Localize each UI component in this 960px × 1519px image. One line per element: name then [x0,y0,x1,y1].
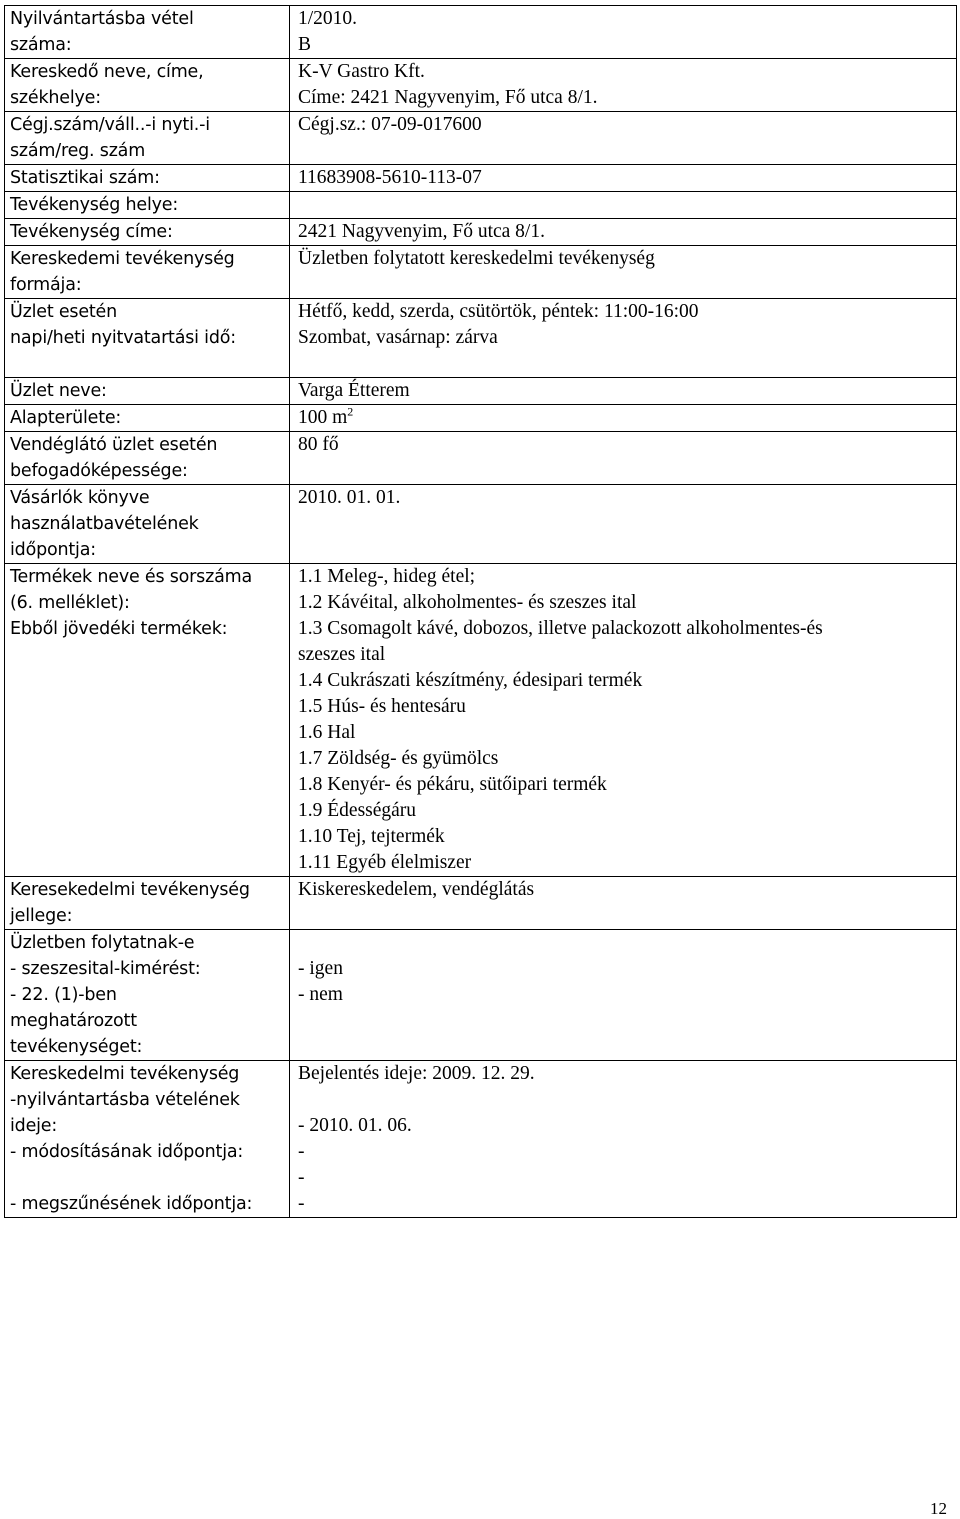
value-trade-form: Üzletben folytatott kereskedelmi tevékenység [290,246,957,299]
label-company-number: Cégj.szám/váll..-i nyti.-i szám/reg. szám [5,112,290,165]
value-company-number: Cégj.sz.: 07-09-017600 [290,112,957,165]
value-trader: K-V Gastro Kft. Címe: 2421 Nagyvenyim, Fő utca 8/1. [290,59,957,112]
row-company-number [5,112,957,165]
product-item: 1.8 Kenyér- és pékáru, sütőipari termék [298,774,607,795]
row-registration-number [5,6,957,59]
row-shop-name [5,378,957,405]
label-capacity: Vendéglátó üzlet esetén befogadóképessége: [5,432,290,485]
row-trade-nature [5,877,957,930]
product-item: 1.10 Tej, tejtermék [298,826,445,847]
product-item: 1.5 Hús- és hentesáru [298,696,466,717]
value-customer-book: 2010. 01. 01. [290,485,957,564]
label-trade-nature: Keresekedelmi tevékenység jellege: [5,877,290,930]
label-alcohol-serving: Üzletben folytatnak-e - szeszesital-kimérést: - 22. (1)-ben meghatározott tevékenységet: [5,930,290,1061]
row-alcohol-serving [5,930,957,1061]
registration-table [4,5,957,1218]
value-alcohol-serving: - igen - nem [290,930,957,1061]
product-item: 1.2 Kávéital, alkoholmentes- és szeszes ital [298,592,637,613]
product-item: 1.7 Zöldség- és gyümölcs [298,748,499,769]
product-item: szeszes ital [298,644,386,665]
product-item: 1.3 Csomagolt kávé, dobozos, illetve palackozott alkoholmentes-és [298,618,823,639]
label-opening-hours: Üzlet esetén napi/heti nyitvatartási idő: [5,299,290,378]
product-item: 1.6 Hal [298,722,356,743]
area-unit-superscript: 2 [347,404,354,419]
row-products [5,564,957,877]
row-activity-address [5,219,957,246]
product-item: 1.11 Egyéb élelmiszer [298,852,472,873]
value-products [290,564,957,877]
row-trader [5,59,957,112]
row-customer-book [5,485,957,564]
label-registration-number: Nyilvántartásba vétel száma: [5,6,290,59]
product-item: 1.9 Édességáru [298,800,417,821]
value-registration-dates: Bejelentés ideje: 2009. 12. 29. - 2010. 01. 06. - - - [290,1061,957,1218]
value-activity-address: 2421 Nagyvenyim, Fő utca 8/1. [290,219,957,246]
label-trade-form: Kereskedemi tevékenység formája: [5,246,290,299]
page-number: 12 [930,1499,947,1518]
value-activity-location [290,192,957,219]
label-products: Termékek neve és sorszáma (6. melléklet): Ebből jövedéki termékek: [5,564,290,877]
label-customer-book: Vásárlók könyve használatbavételének időpontja: [5,485,290,564]
label-registration-dates: Kereskedelmi tevékenység -nyilvántartásba vételének ideje: - módosításának időpontja: - megszűnésének időpontja: [5,1061,290,1218]
row-opening-hours [5,299,957,378]
label-floor-area: Alapterülete: [5,405,290,432]
row-capacity [5,432,957,485]
row-trade-form [5,246,957,299]
product-item: 1.4 Cukrászati készítmény, édesipari termék [298,670,643,691]
row-floor-area [5,405,957,432]
product-item: 1.1 Meleg-, hideg étel; [298,566,476,587]
label-activity-address: Tevékenység címe: [5,219,290,246]
value-shop-name: Varga Étterem [290,378,957,405]
value-statistical-number: 11683908-5610-113-07 [290,165,957,192]
label-statistical-number: Statisztikai szám: [5,165,290,192]
row-activity-location [5,192,957,219]
row-registration-dates [5,1061,957,1218]
row-statistical-number [5,165,957,192]
label-trader: Kereskedő neve, címe, székhelye: [5,59,290,112]
label-activity-location: Tevékenység helye: [5,192,290,219]
value-floor-area: 100 $m^2$ [290,405,957,432]
value-trade-nature: Kiskereskedelem, vendéglátás [290,877,957,930]
label-shop-name: Üzlet neve: [5,378,290,405]
value-registration-number: 1/2010. B [290,6,957,59]
value-opening-hours: Hétfő, kedd, szerda, csütörtök, péntek: 11:00-16:00 Szombat, vasárnap: zárva [290,299,957,378]
value-capacity: 80 fő [290,432,957,485]
